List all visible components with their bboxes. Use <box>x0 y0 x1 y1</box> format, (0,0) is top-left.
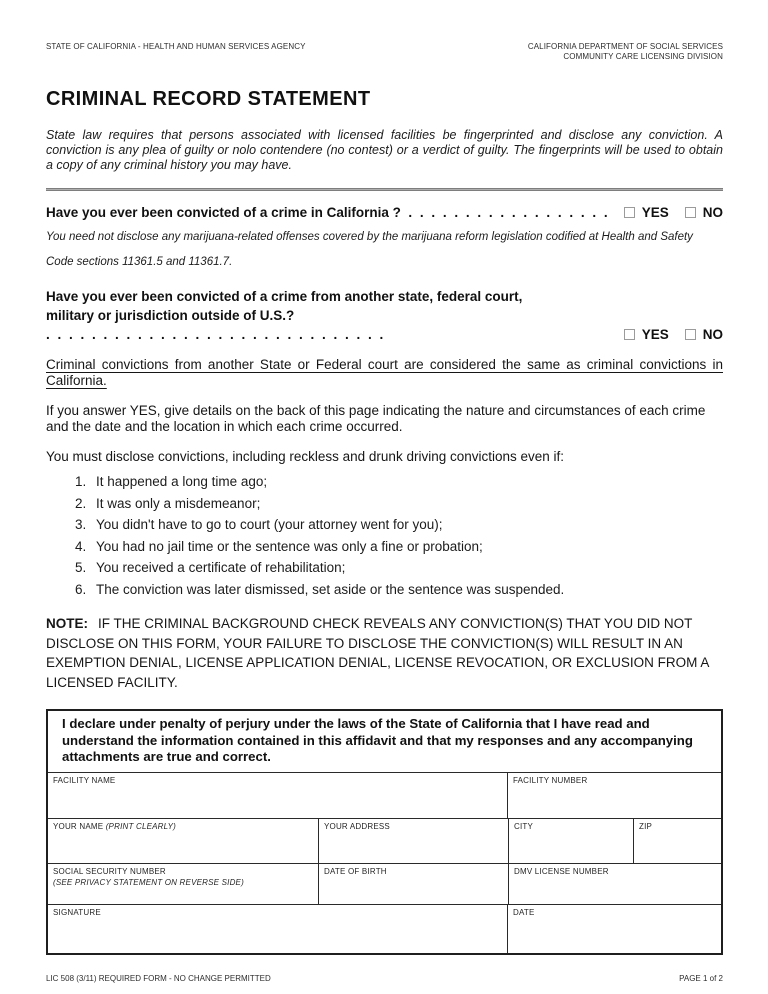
zip-label: ZIP <box>639 821 653 831</box>
table-row <box>48 772 721 818</box>
list-item: 4. You had no jail time or the sentence was only a fine or probation; <box>75 538 483 554</box>
dob-label: DATE OF BIRTH <box>324 866 387 876</box>
date-field[interactable] <box>507 905 721 953</box>
declaration-statement: I declare under penalty of perjury under the laws of the State of California that I have read and understand the information contained in this affidavit and that my responses and any accompanying attachments are true and correct. <box>62 716 693 765</box>
section-divider <box>46 188 723 191</box>
note-label: NOTE: <box>46 616 88 632</box>
must-disclose-statement: You must disclose convictions, including reckless and drunk driving convictions even if: <box>46 448 565 464</box>
date-label: DATE <box>513 907 535 917</box>
question-other-jurisdiction-text: Have you ever been convicted of a crime from another state, federal court, military or jurisdiction outside of U.S.? . . . . . . . . . . . . . . . . . . . . . . . . . . . . . . <box>46 288 523 342</box>
question-california-answers <box>624 205 723 222</box>
disclose-list <box>46 471 723 600</box>
question-other-jurisdiction <box>46 287 723 344</box>
question-other-jurisdiction-answers <box>624 327 723 344</box>
if-yes-instructions: If you answer YES, give details on the back of this page indicating the nature and circumstances of each crime and the date and the location in which each crime occurred. <box>46 402 706 435</box>
agency-name: STATE OF CALIFORNIA - HEALTH AND HUMAN SERVICES AGENCY <box>46 42 306 51</box>
city-label: CITY <box>514 821 534 831</box>
your-name-label: YOUR NAME (PRINT CLEARLY) <box>53 821 176 831</box>
facility-name-field[interactable] <box>48 773 507 818</box>
dot-leader: . . . . . . . . . . . . . . . . . . <box>408 204 610 220</box>
table-row <box>48 904 721 953</box>
q2-yes-label: YES <box>641 326 669 342</box>
form-number: LIC 508 (3/11) REQUIRED FORM - NO CHANGE PERMITTED <box>46 973 271 983</box>
list-item: 3. You didn't have to go to court (your attorney went for you); <box>75 517 443 533</box>
q2-no-label: NO <box>702 326 723 342</box>
your-address-label: YOUR ADDRESS <box>324 821 390 831</box>
zip-field[interactable] <box>633 819 721 863</box>
note-text: IF THE CRIMINAL BACKGROUND CHECK REVEALS ANY CONVICTION(S) THAT YOU DID NOT DISCLOSE ON THIS FORM, YOUR FAILURE TO DISCLOSE THE CONVICTION(S) WILL RESULT IN AN EXEMPTION DENIAL, LICENSE APPLICATION DENIAL, LICENSE REVOCATION, OR EXCLUSION FROM A LICENSED FACILITY. <box>46 616 709 690</box>
city-field[interactable] <box>508 819 633 863</box>
list-item: 6. The conviction was later dismissed, set aside or the sentence was suspended. <box>75 581 565 597</box>
declaration-box <box>46 709 723 955</box>
dmv-label: DMV LICENSE NUMBER <box>514 866 609 876</box>
list-item: 2. It was only a misdemeanor; <box>75 495 261 511</box>
ssn-privacy-note: (SEE PRIVACY STATEMENT ON REVERSE SIDE) <box>53 877 244 887</box>
facility-number-field[interactable] <box>507 773 721 818</box>
intro-paragraph: State law requires that persons associated with licensed facilities be fingerprinted and disclose any conviction. A conviction is any plea of guilty or nolo contendere (no contest) or a verdict of guilty. The fingerprints will be used to obtain a copy of any criminal history you may have. <box>46 127 723 172</box>
q1-yes-checkbox[interactable] <box>624 207 635 218</box>
form-title: CRIMINAL RECORD STATEMENT <box>46 87 371 110</box>
page-number: PAGE 1 of 2 <box>679 973 723 983</box>
facility-number-label: FACILITY NUMBER <box>513 775 588 785</box>
question-california-text: Have you ever been convicted of a crime in California ? . . . . . . . . . . . . . . . . . . <box>46 204 610 220</box>
q1-no-label: NO <box>702 204 723 220</box>
warning-note <box>46 614 723 692</box>
equivalence-statement: Criminal convictions from another State or Federal court are considered the same as criminal convictions in California. <box>46 356 723 389</box>
facility-name-label: FACILITY NAME <box>53 775 116 785</box>
dmv-field[interactable] <box>508 864 721 904</box>
dob-field[interactable] <box>318 864 508 904</box>
list-item: 5. You received a certificate of rehabilitation; <box>75 560 346 576</box>
table-row <box>48 818 721 863</box>
department-block <box>528 42 723 63</box>
q1-yes-label: YES <box>641 204 669 220</box>
signature-label: SIGNATURE <box>53 907 101 917</box>
marijuana-note: You need not disclose any marijuana-related offenses covered by the marijuana reform legislation codified at Health and Safety Code sections 11361.5 and 11361.7. <box>46 230 693 268</box>
question-california <box>46 203 723 222</box>
department-name: CALIFORNIA DEPARTMENT OF SOCIAL SERVICES <box>527 42 723 51</box>
ssn-label: SOCIAL SECURITY NUMBER <box>53 866 166 876</box>
list-item: 1. It happened a long time ago; <box>75 474 268 490</box>
dot-leader: . . . . . . . . . . . . . . . . . . . . . . . . . . . . . . <box>46 326 386 342</box>
q1-no-checkbox[interactable] <box>685 207 696 218</box>
q2-no-checkbox[interactable] <box>685 329 696 340</box>
ssn-field[interactable] <box>48 864 318 904</box>
table-row <box>48 863 721 904</box>
division-name: COMMUNITY CARE LICENSING DIVISION <box>563 52 723 62</box>
your-address-field[interactable] <box>318 819 508 863</box>
page-header <box>46 42 723 63</box>
your-name-field[interactable] <box>48 819 318 863</box>
signature-field[interactable] <box>48 905 507 953</box>
q2-yes-checkbox[interactable] <box>624 329 635 340</box>
page-footer <box>46 974 723 983</box>
